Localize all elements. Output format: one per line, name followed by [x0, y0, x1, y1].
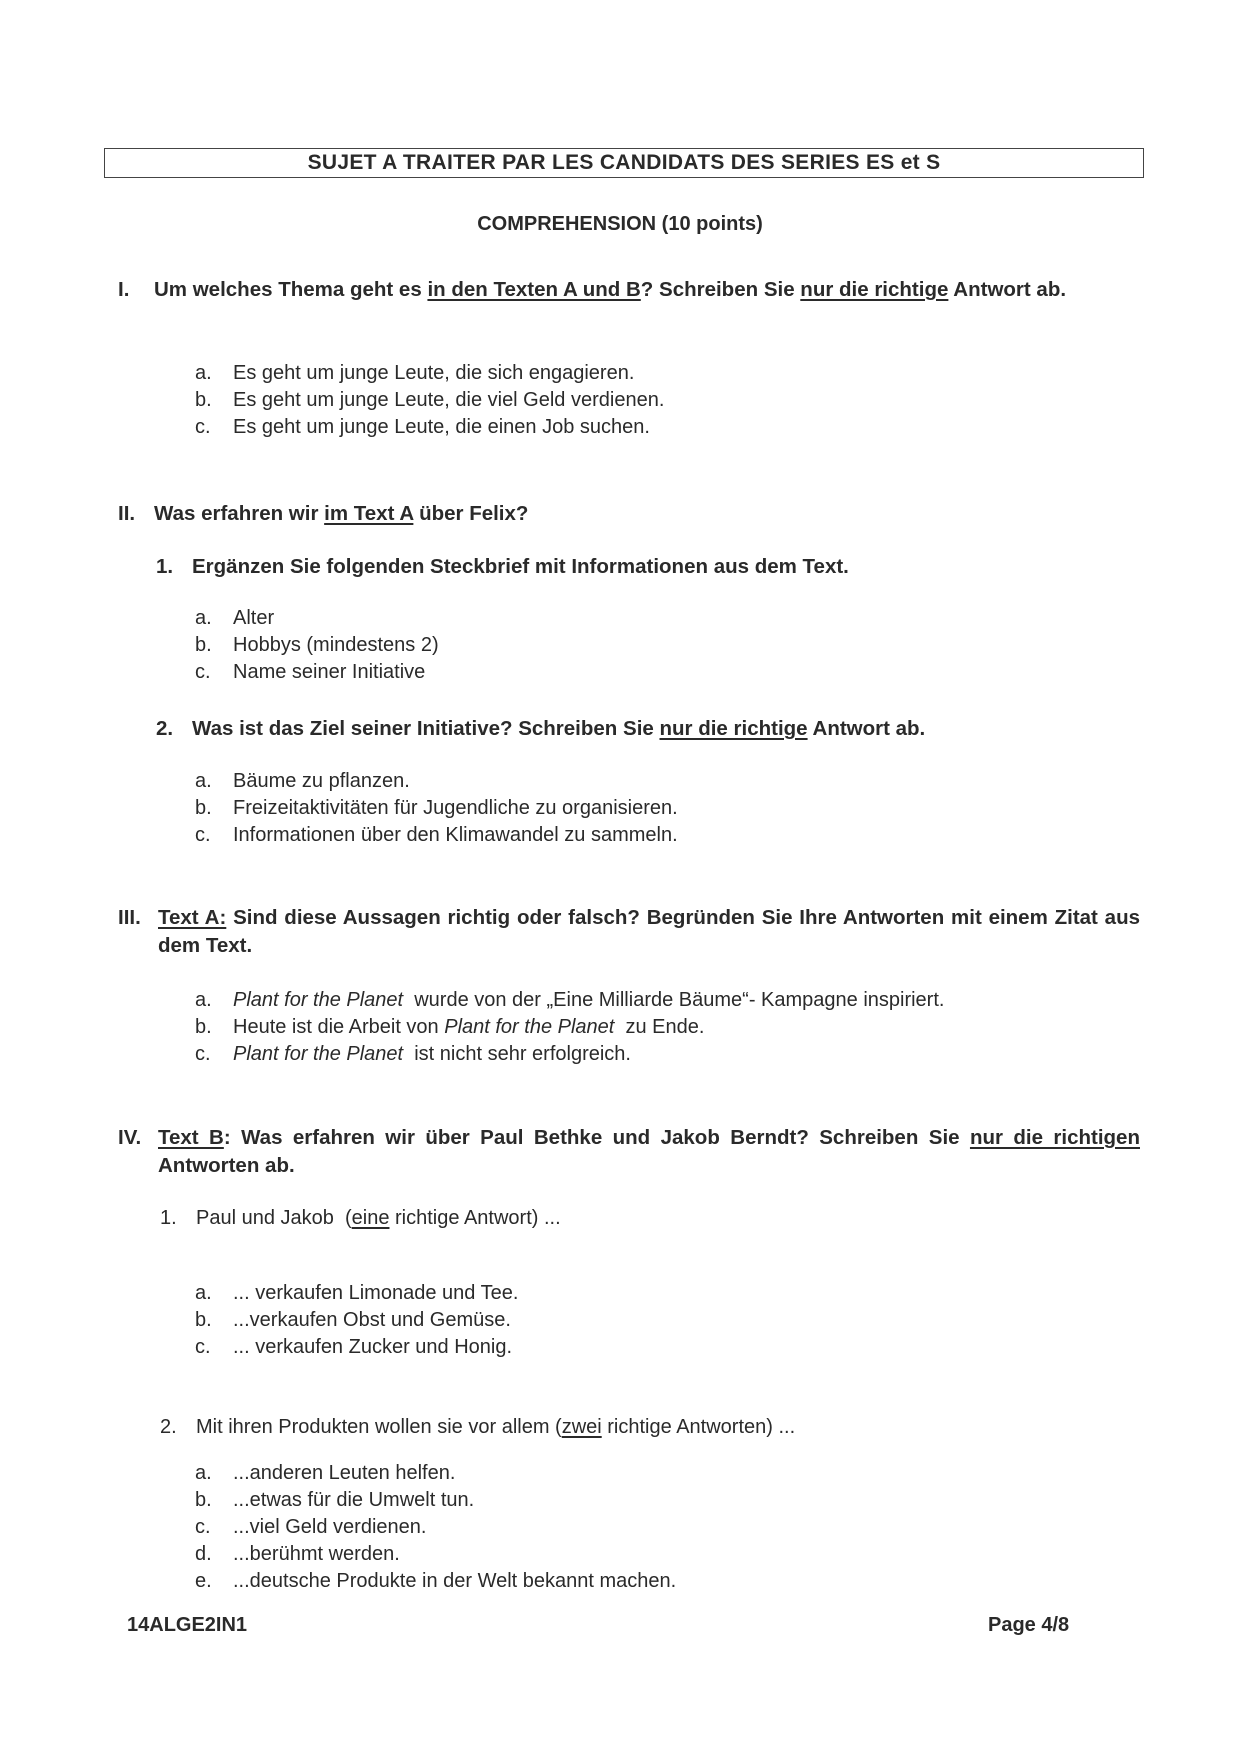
question-1-underline-b: nur die richtige	[800, 278, 949, 301]
question-1-number: I.	[118, 278, 130, 301]
question-3-underline: Text A:	[158, 906, 227, 929]
option-text: Es geht um junge Leute, die einen Job suchen.	[233, 416, 650, 438]
question-4-sub-2-underline: zwei	[561, 1416, 602, 1438]
question-3-options	[195, 987, 944, 1068]
list-item	[195, 1041, 944, 1068]
list-item	[195, 632, 439, 659]
option-text: Es geht um junge Leute, die sich engagieren.	[233, 362, 635, 384]
list-item	[195, 1014, 944, 1041]
question-4-underline-b: nur die richtigen	[969, 1126, 1140, 1149]
option-letter: a.	[195, 362, 212, 384]
question-1-text-b: ? Schreiben Sie	[640, 278, 801, 301]
option-italic: Plant for the Planet	[233, 989, 404, 1011]
question-2-sub-1	[156, 553, 1140, 581]
question-4-text-a: : Was erfahren wir über Paul Bethke und Jakob Berndt? Schreiben Sie	[223, 1126, 970, 1149]
option-letter: c.	[195, 824, 211, 846]
question-2-text-b: über Felix?	[413, 502, 529, 525]
option-text: Informationen über den Klimawandel zu sammeln.	[233, 824, 678, 846]
option-text: zu Ende.	[614, 1016, 705, 1038]
option-text: Es geht um junge Leute, die viel Geld verdienen.	[233, 389, 665, 411]
list-item	[195, 1334, 518, 1361]
list-item	[195, 1280, 518, 1307]
question-2-text-a: Was erfahren wir	[154, 502, 325, 525]
question-4-underline-a: Text B	[158, 1126, 224, 1149]
option-text: ...viel Geld verdienen.	[233, 1516, 427, 1538]
option-text: ... verkaufen Limonade und Tee.	[233, 1282, 519, 1304]
list-item	[195, 1541, 676, 1568]
option-text: Bäume zu pflanzen.	[233, 770, 410, 792]
question-2-sub-2-underline: nur die richtige	[659, 717, 808, 740]
question-1-text-a: Um welches Thema geht es	[154, 278, 428, 301]
option-letter: c.	[195, 416, 211, 438]
subject-header-text: SUJET A TRAITER PAR LES CANDIDATS DES SERIES ES et S	[307, 151, 941, 174]
option-letter: a.	[195, 607, 212, 629]
option-letter: b.	[195, 389, 212, 411]
question-2-sub-2	[156, 715, 1140, 743]
list-item	[195, 1307, 518, 1334]
question-3	[118, 904, 1140, 960]
option-letter: a.	[195, 989, 212, 1011]
question-1-text-c: Antwort ab.	[948, 278, 1067, 301]
question-2	[118, 500, 1140, 528]
list-item	[195, 768, 678, 795]
question-2-sub-2-options	[195, 768, 678, 849]
option-letter: b.	[195, 634, 212, 656]
question-3-text: Sind diese Aussagen richtig oder falsch? Begründen Sie Ihre Antworten mit einem Zitat aus dem Text.	[158, 906, 1140, 957]
question-2-sub-1-text: Ergänzen Sie folgenden Steckbrief mit Informationen aus dem Text.	[192, 555, 849, 578]
list-item	[195, 1514, 676, 1541]
question-2-sub-1-number: 1.	[156, 555, 174, 578]
section-title: COMPREHENSION (10 points)	[477, 213, 763, 235]
option-letter: c.	[195, 661, 211, 683]
page-number: Page 4/8	[988, 1614, 1070, 1636]
question-4-sub-1-text-b: richtige Antwort) ...	[389, 1207, 561, 1229]
list-item	[195, 387, 664, 414]
question-4-sub-1-text-a: Paul und Jakob (	[196, 1207, 352, 1229]
option-letter: d.	[195, 1543, 212, 1565]
subject-header-box	[104, 148, 1144, 178]
document-code: 14ALGE2IN1	[127, 1614, 248, 1636]
question-4-sub-1-underline: eine	[351, 1207, 390, 1229]
option-text: Name seiner Initiative	[233, 661, 426, 683]
question-4-sub-1-options	[195, 1280, 518, 1361]
question-2-sub-2-text-b: Antwort ab.	[807, 717, 926, 740]
option-text: Freizeitaktivitäten für Jugendliche zu organisieren.	[233, 797, 678, 819]
question-1-underline-a: in den Texten A und B	[427, 278, 641, 301]
list-item	[195, 822, 678, 849]
question-4-text-b: Antworten ab.	[158, 1154, 295, 1177]
question-2-sub-1-options	[195, 605, 439, 686]
list-item	[195, 1487, 676, 1514]
option-letter: a.	[195, 1462, 212, 1484]
option-text: ...etwas für die Umwelt tun.	[233, 1489, 475, 1511]
option-letter: b.	[195, 797, 212, 819]
question-2-number: II.	[118, 502, 136, 525]
option-letter: a.	[195, 770, 212, 792]
option-letter: c.	[195, 1336, 211, 1358]
option-letter: b.	[195, 1016, 212, 1038]
question-4-number: IV.	[118, 1126, 142, 1149]
option-text: ...verkaufen Obst und Gemüse.	[233, 1309, 511, 1331]
list-item	[195, 659, 439, 686]
question-4	[118, 1124, 1140, 1180]
list-item	[195, 414, 664, 441]
option-letter: a.	[195, 1282, 212, 1304]
question-2-sub-2-text-a: Was ist das Ziel seiner Initiative? Schreiben Sie	[192, 717, 660, 740]
option-text: Hobbys (mindestens 2)	[233, 634, 439, 656]
question-4-sub-2	[160, 1414, 795, 1441]
option-letter: b.	[195, 1489, 212, 1511]
option-letter: b.	[195, 1309, 212, 1331]
question-4-sub-2-text-a: Mit ihren Produkten wollen sie vor allem (	[196, 1416, 562, 1438]
list-item	[195, 1460, 676, 1487]
question-4-sub-1	[160, 1205, 561, 1232]
option-text: wurde von der „Eine Milliarde Bäume“- Kampagne inspiriert.	[403, 989, 945, 1011]
option-text: ... verkaufen Zucker und Honig.	[233, 1336, 513, 1358]
question-2-sub-2-number: 2.	[156, 717, 174, 740]
option-text: ...anderen Leuten helfen.	[233, 1462, 456, 1484]
list-item	[195, 1568, 676, 1595]
option-text: ...berühmt werden.	[233, 1543, 400, 1565]
option-letter: c.	[195, 1516, 211, 1538]
question-4-sub-1-number: 1.	[160, 1207, 177, 1229]
option-text: ...deutsche Produkte in der Welt bekannt machen.	[233, 1570, 677, 1592]
question-4-sub-2-options	[195, 1460, 676, 1595]
question-3-number: III.	[118, 906, 141, 929]
option-text: Heute ist die Arbeit von	[233, 1016, 445, 1038]
list-item	[195, 987, 944, 1014]
question-4-sub-2-text-b: richtige Antworten) ...	[601, 1416, 796, 1438]
option-letter: c.	[195, 1043, 211, 1065]
option-text: Alter	[233, 607, 275, 629]
list-item	[195, 795, 678, 822]
question-1-options	[195, 360, 664, 441]
option-italic: Plant for the Planet	[444, 1016, 615, 1038]
option-letter: e.	[195, 1570, 212, 1592]
question-4-sub-2-number: 2.	[160, 1416, 177, 1438]
list-item	[195, 360, 664, 387]
option-text: ist nicht sehr erfolgreich.	[403, 1043, 631, 1065]
question-2-underline: im Text A	[324, 502, 414, 525]
question-1	[118, 276, 1140, 304]
list-item	[195, 605, 439, 632]
option-italic: Plant for the Planet	[233, 1043, 404, 1065]
